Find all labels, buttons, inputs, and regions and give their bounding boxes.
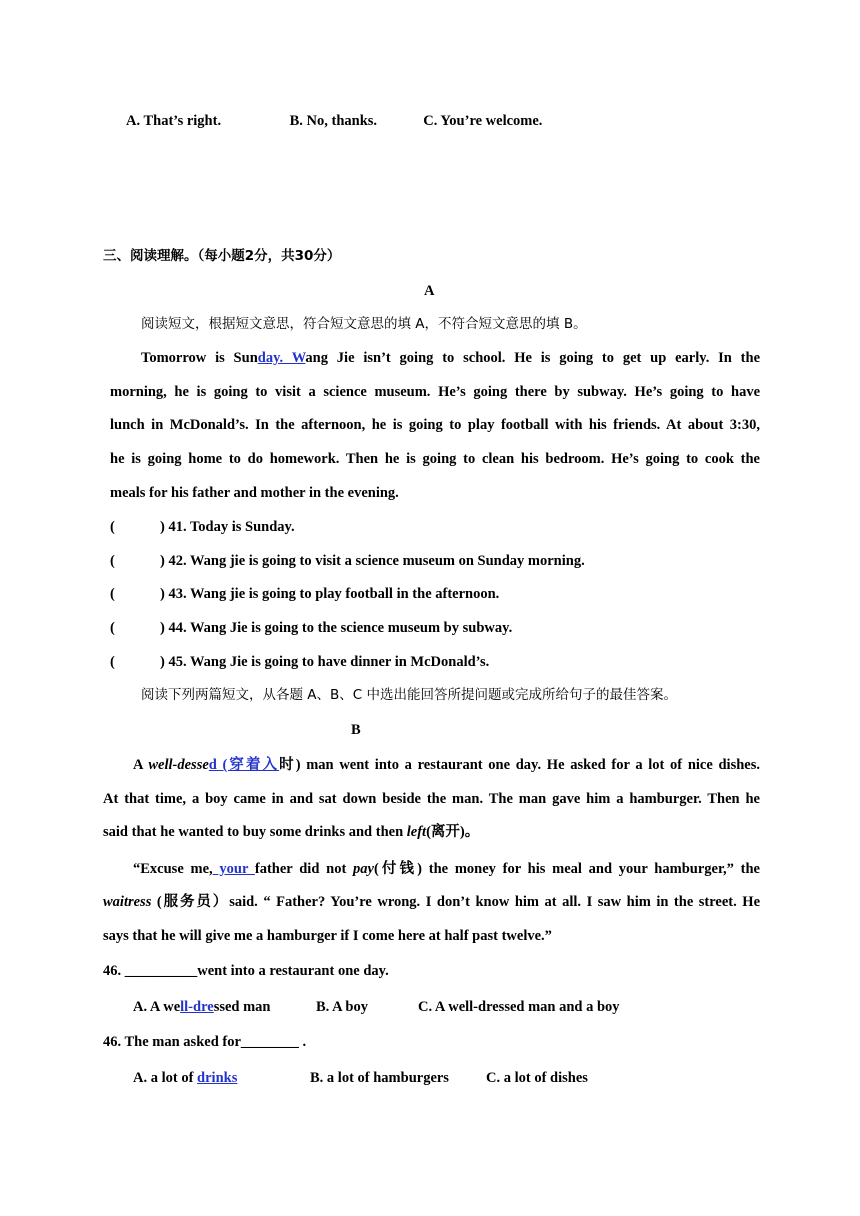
passage-b-line-6: says that he will give me a hamburger if I come here at half past twelve.” [103,928,552,944]
question-44: ( ) 44. Wang Jie is going to the science museum by subway. [110,620,513,636]
passage-a-link[interactable]: day. W [257,350,306,366]
q46-link[interactable]: ll-dre [180,999,214,1015]
q47-option-b: B. a lot of hamburgers [310,1070,449,1086]
question-42: ( ) 42. Wang jie is going to visit a science museum on Sunday morning. [110,553,585,569]
option-a: A. That’s right. [126,113,222,129]
question-45: ( ) 45. Wang Jie is going to have dinner in McDonald’s. [110,654,490,670]
passage-a-label: A [424,283,435,299]
option-b: B. No, thanks. [289,113,378,129]
q47-option-c: C. a lot of dishes [486,1070,588,1086]
passage-b-line-4: “Excuse me, your father did not pay(付钱) the money for his meal and your hamburger,” the [133,861,760,877]
option-c: C. You’re welcome. [423,113,543,129]
q46-option-b: B. A boy [316,999,368,1015]
instruction-b: 阅读下列两篇短文，从各题 A、B、C 中选出能回答所提问题或完成所给句子的最佳答案。 [141,687,678,703]
instruction-a: 阅读短文，根据短文意思，符合短文意思的填 A，不符合短文意思的填 B。 [141,316,587,332]
question-41: ( ) 41. Today is Sunday. [110,519,295,535]
question-46-stem: 46. __________went into a restaurant one day. [103,963,389,979]
question-43: ( ) 43. Wang jie is going to play football in the afternoon. [110,586,500,602]
passage-b-line-3: said that he wanted to buy some drinks and then left(离开)。 [103,824,480,840]
passage-a-line-1: Tomorrow is Sunday. Wang Jie isn’t going to school. He is going to get up early. In the [141,350,760,366]
q46-option-c: C. A well-dressed man and a boy [418,999,620,1015]
passage-b-line-1: A well-dessed (穿着入时) man went into a restaurant one day. He asked for a lot of nice dishes. [133,757,760,773]
passage-a-line-5: meals for his father and mother in the evening. [110,485,399,501]
passage-a-line-2: morning, he is going to visit a science museum. He’s going there by subway. He’s going to have [110,384,760,400]
q47-link[interactable]: drinks [197,1070,238,1086]
passage-b-line-2: At that time, a boy came in and sat down beside the man. The man gave him a hamburger. Then he [103,791,760,807]
passage-b-link-1[interactable]: d (穿着入 [208,757,280,773]
passage-b-link-2[interactable]: your [212,861,255,877]
section-heading: 三、阅读理解。（每小题2分，共30分） [103,248,341,264]
passage-a-line-3: lunch in McDonald’s. In the afternoon, he is going to play football with his friends. At about 3:30, [110,417,760,433]
question-47-stem: 46. The man asked for________ . [103,1034,307,1050]
question-46-options [133,998,620,1016]
q46-option-a: A. A well-dressed man [133,999,271,1015]
previous-question-options [126,112,542,130]
q47-option-a: A. a lot of drinks [133,1070,238,1086]
passage-b-label: B [351,722,361,738]
passage-b-line-5: waitress (服务员）said. “ Father? You’re wrong. I don’t know him at all. I saw him in the street. He [103,894,760,910]
passage-a-line-4: he is going home to do homework. Then he is going to clean his bedroom. He’s going to cook the [110,451,760,467]
question-47-options [133,1069,588,1087]
